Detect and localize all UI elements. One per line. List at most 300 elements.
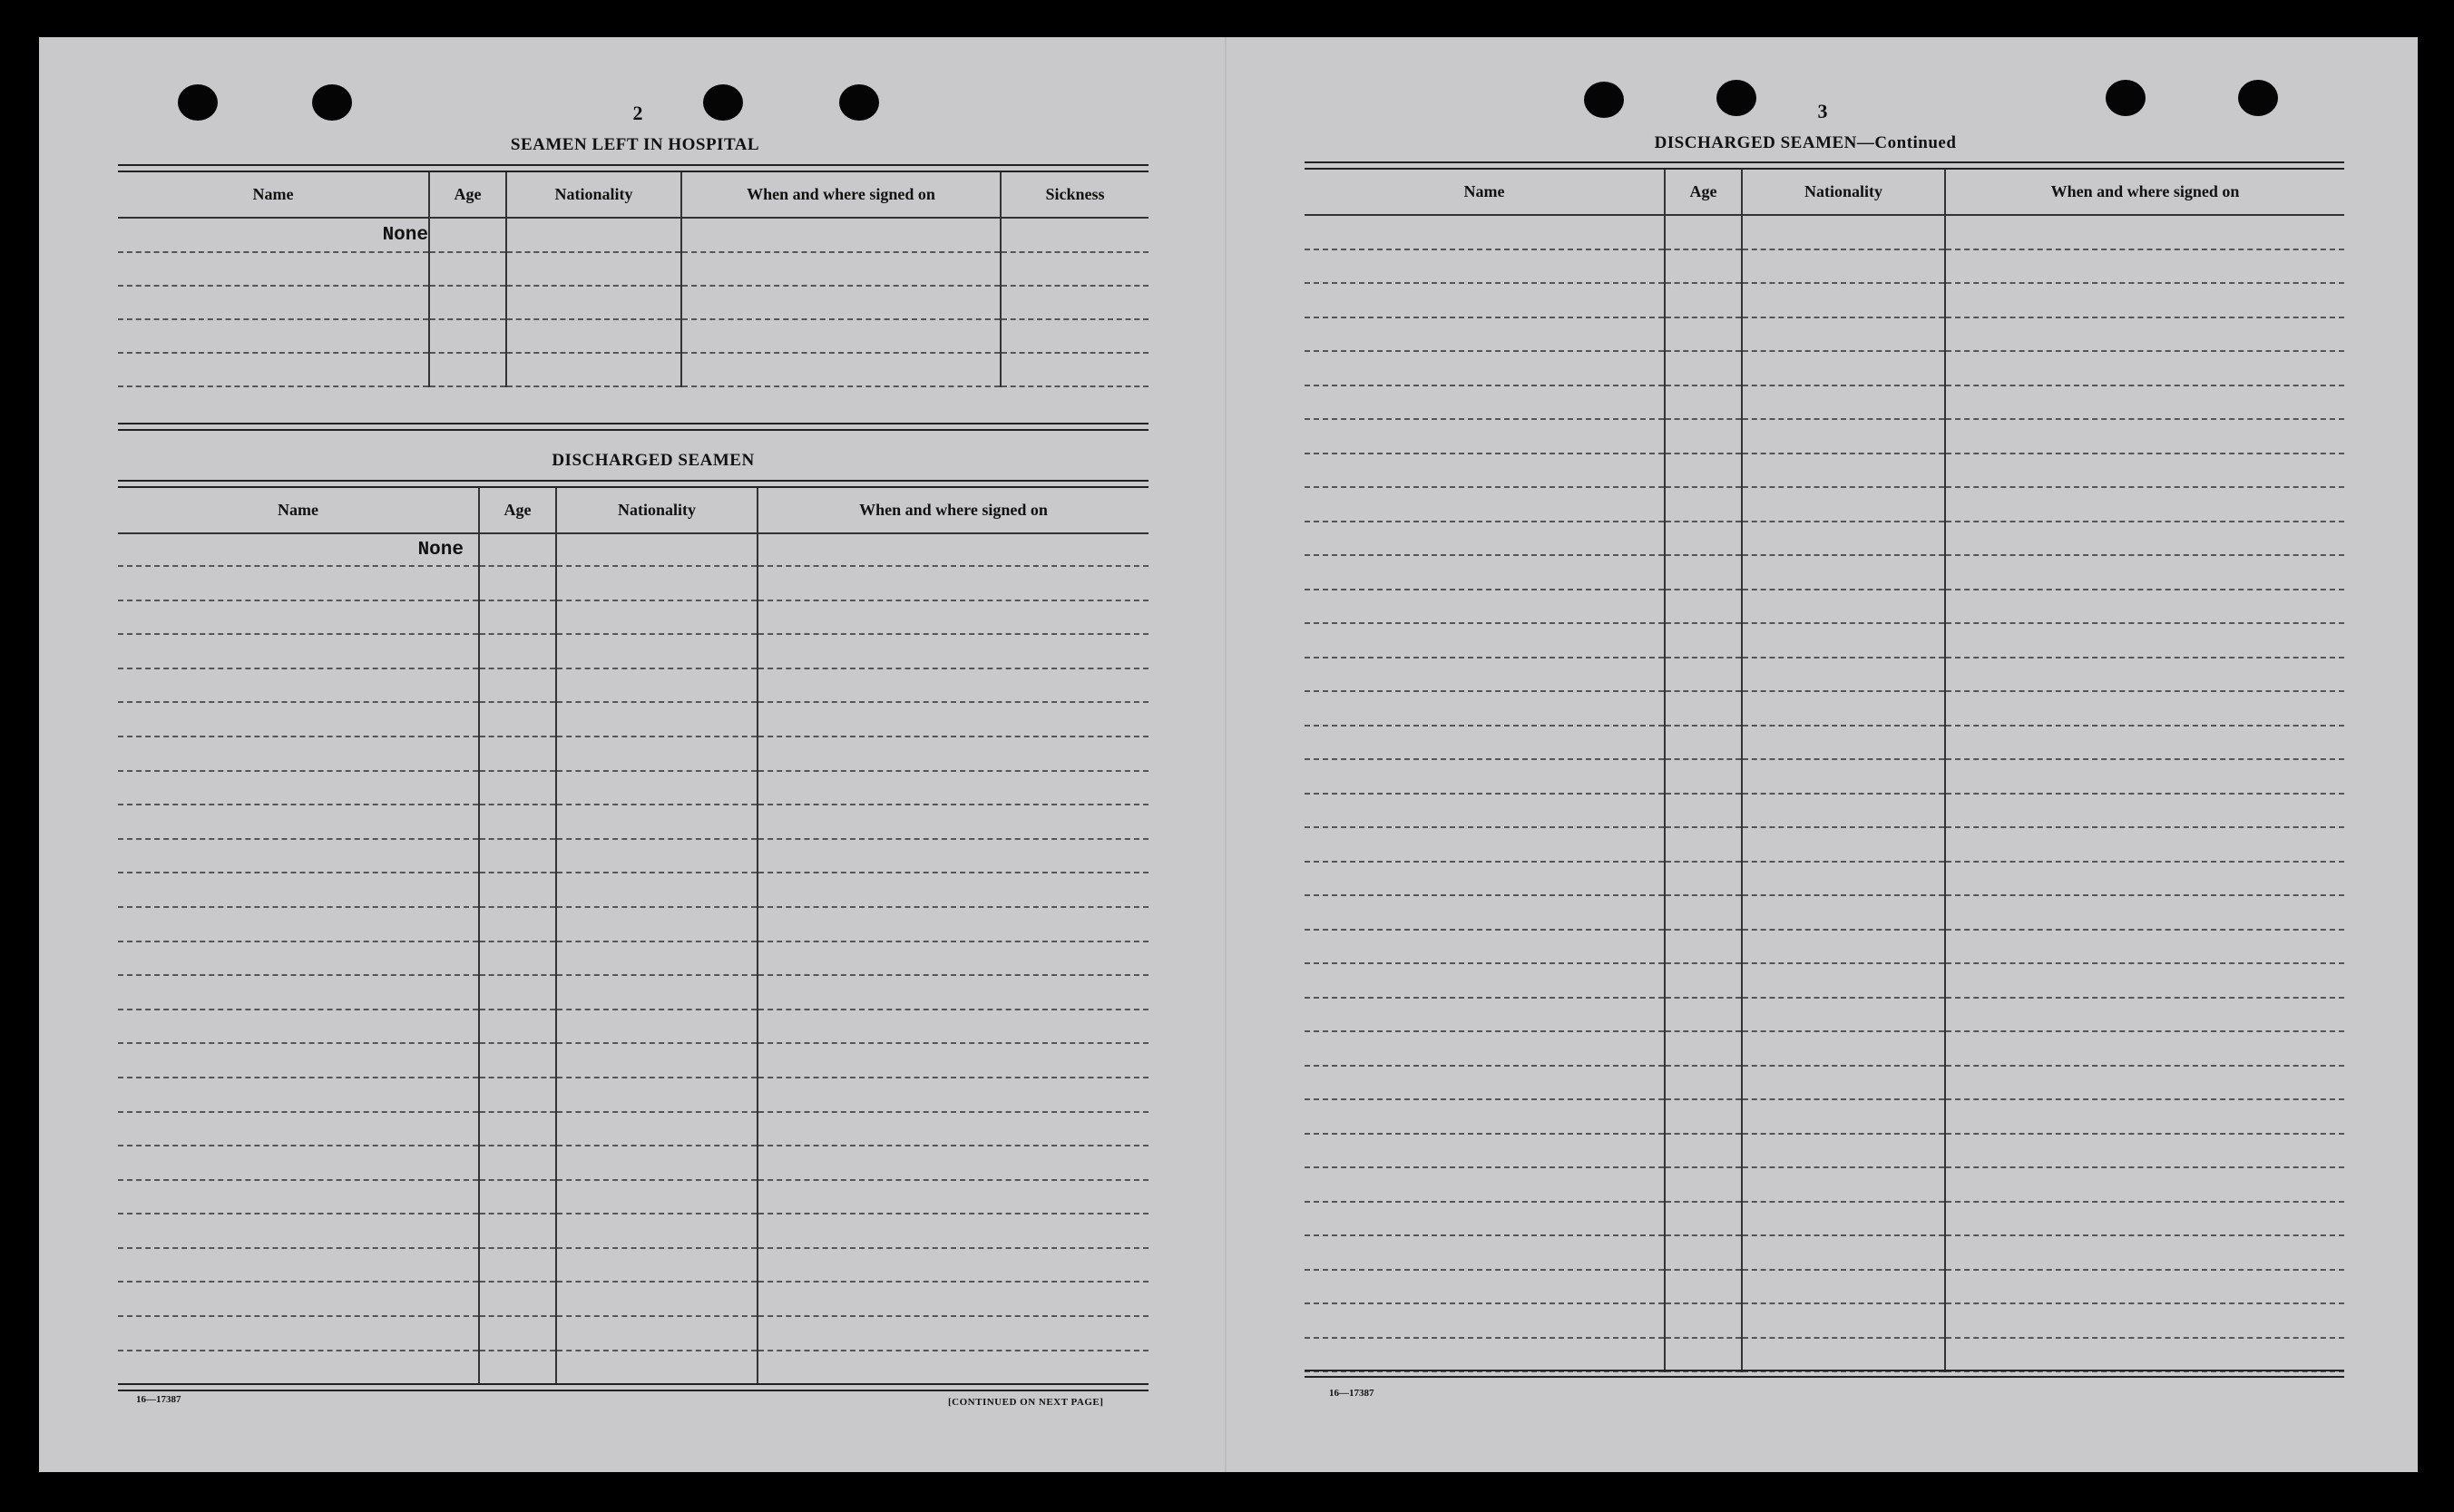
table-cell [1305,691,1665,726]
table-row [118,600,1149,635]
table-cell [1305,1167,1665,1202]
table-cell [1945,419,2344,454]
table-cell [1665,419,1742,454]
table-cell [1742,1235,1945,1270]
table-cell [1742,759,1945,794]
table-cell [1665,590,1742,624]
table-cell [1665,998,1742,1032]
table-cell [758,600,1149,635]
table-cell [1305,963,1665,998]
table-cell [1665,1099,1742,1134]
table-cell [758,566,1149,600]
table-cell [1742,998,1945,1032]
page-number: 2 [632,102,643,124]
table-cell [758,1316,1149,1351]
table-cell [479,736,556,771]
hospital-table [118,172,1149,387]
table-cell [1665,215,1742,249]
table-row [118,873,1149,907]
table-cell [758,805,1149,839]
table-cell [556,1146,758,1180]
table-cell [1945,590,2344,624]
table-cell [1742,794,1945,828]
table-row [1305,283,2344,317]
table-cell [556,1010,758,1044]
table-cell [479,1010,556,1044]
table-cell [1305,317,1665,352]
table-cell [556,1351,758,1385]
table-row [1305,419,2344,454]
punch-hole [1584,82,1624,118]
table-row [118,634,1149,668]
table-cell [1742,487,1945,522]
form-code: 16—17387 [136,1394,181,1405]
table-cell [1742,1134,1945,1168]
table-row [1305,998,2344,1032]
table-cell [758,1043,1149,1078]
table-cell [1665,283,1742,317]
hospital-section-title: SEAMEN LEFT IN HOSPITAL [510,135,760,154]
table-cell [1305,351,1665,385]
table-cell [479,1248,556,1283]
table-cell [556,736,758,771]
table-cell [758,1146,1149,1180]
table-cell [1305,419,1665,454]
page-number: 3 [1817,100,1828,122]
table-cell [1305,1134,1665,1168]
table-cell [758,634,1149,668]
table-cell [1945,351,2344,385]
table-cell [118,1248,479,1283]
table-cell [1665,658,1742,692]
table-cell [1305,1031,1665,1066]
punch-hole [2238,80,2278,116]
table-cell [1305,249,1665,284]
table-cell [1742,862,1945,896]
table-row [1305,1235,2344,1270]
table-cell [1305,759,1665,794]
table-cell [1665,1338,1742,1372]
table-row [1305,1303,2344,1338]
discharged-continued-title [1615,133,1996,153]
discharged-title-rule [118,480,1149,488]
table-cell [1742,623,1945,658]
table-row [118,1316,1149,1351]
table-row [1305,827,2344,862]
table-cell [118,1351,479,1385]
punch-hole [178,84,218,121]
table-row [1305,351,2344,385]
table-row [1305,930,2344,964]
table-cell [1742,283,1945,317]
table-cell [758,941,1149,976]
discharged-section-title: DISCHARGED SEAMEN [552,451,755,470]
table-cell [1665,487,1742,522]
table-cell [118,1214,479,1248]
table-cell [1305,487,1665,522]
table-cell [1742,691,1945,726]
table-cell [556,702,758,736]
table-cell [556,1316,758,1351]
table-cell [1945,998,2344,1032]
table-cell [479,702,556,736]
table-cell [1742,385,1945,420]
table-cell [118,1010,479,1044]
table-cell [758,1010,1149,1044]
table-row [118,975,1149,1010]
column-header-sickness: Sickness [1001,172,1149,218]
punch-hole [312,84,352,121]
table-cell [1945,317,2344,352]
table-cell [1305,930,1665,964]
table-cell [1945,385,2344,420]
table-cell [118,771,479,805]
table-row [1305,487,2344,522]
table-cell [1945,1338,2344,1372]
table-cell [1945,215,2344,249]
table-cell [479,634,556,668]
table-cell [1305,1270,1665,1304]
table-cell [1305,623,1665,658]
table-cell [118,873,479,907]
table-cell [1742,1202,1945,1236]
table-cell [1305,454,1665,488]
discharged-table-right [1305,170,2344,1372]
page-fold [1225,37,1227,1472]
table-cell [1305,385,1665,420]
table-row [1305,1338,2344,1372]
table-cell [758,1282,1149,1316]
table-cell [556,975,758,1010]
table-row [118,805,1149,839]
table-cell [1742,249,1945,284]
table-cell [1742,1031,1945,1066]
table-cell [1305,590,1665,624]
column-header-name: Name [118,488,479,533]
table-cell [1665,895,1742,930]
table-cell [479,1214,556,1248]
table-cell [1945,522,2344,556]
table-row [1305,862,2344,896]
table-cell [118,736,479,771]
table-cell [556,1282,758,1316]
punch-hole [839,84,879,121]
table-cell [1945,1235,2344,1270]
table-cell [1665,1134,1742,1168]
column-header-signed-on: When and where signed on [758,488,1149,533]
table-cell [556,1112,758,1146]
column-header-age: Age [429,172,506,218]
table-cell [1665,1031,1742,1066]
table-cell [1945,1099,2344,1134]
punch-hole [2106,80,2146,116]
table-row [1305,623,2344,658]
column-header-signed-on: When and where signed on [1945,170,2344,215]
continued-note: [CONTINUED ON NEXT PAGE] [948,1397,1104,1408]
table-cell [1742,895,1945,930]
table-cell [1945,555,2344,590]
table-row [1305,963,2344,998]
table-cell [479,1180,556,1214]
table-row [1305,454,2344,488]
table-cell [118,1316,479,1351]
table-cell [1305,522,1665,556]
table-cell [1945,658,2344,692]
table-cell [1742,827,1945,862]
table-row [1305,1270,2344,1304]
table-cell [1945,283,2344,317]
table-row [1305,522,2344,556]
table-row [118,1078,1149,1112]
table-row [118,1248,1149,1283]
table-row [118,771,1149,805]
table-cell [118,1078,479,1112]
column-header-nationality: Nationality [1742,170,1945,215]
column-header-name: Name [1305,170,1665,215]
table-cell [1742,590,1945,624]
table-cell [1305,794,1665,828]
table-cell [758,1180,1149,1214]
table-row [118,566,1149,600]
table-cell [758,1214,1149,1248]
table-cell [1665,385,1742,420]
table-cell [118,668,479,703]
table-cell [479,975,556,1010]
table-row [118,1146,1149,1180]
table-cell [758,975,1149,1010]
table-cell [118,634,479,668]
table-cell [758,1248,1149,1283]
table-cell [758,873,1149,907]
table-cell [1665,930,1742,964]
table-cell [1742,930,1945,964]
discharged-bottom-rule [1305,1370,2344,1378]
table-cell [758,907,1149,941]
table-cell [556,668,758,703]
table-cell [1742,658,1945,692]
title-continued: —Continued [1856,133,1957,152]
table-cell [1665,1167,1742,1202]
table-cell [1305,827,1665,862]
table-cell [1305,555,1665,590]
table-cell [758,1078,1149,1112]
table-cell [118,702,479,736]
table-row [118,702,1149,736]
table-cell [1945,1066,2344,1100]
table-cell [758,702,1149,736]
table-cell [1945,1134,2344,1168]
table-cell [1665,1303,1742,1338]
table-row [1305,1167,2344,1202]
table-row [1305,317,2344,352]
table-row [118,907,1149,941]
table-cell [758,668,1149,703]
table-cell [1665,351,1742,385]
table-cell [1945,759,2344,794]
table-cell [1945,249,2344,284]
table-cell [118,907,479,941]
table-cell [556,1043,758,1078]
table-cell [118,805,479,839]
table-cell [1665,249,1742,284]
table-cell [1742,555,1945,590]
table-row [118,736,1149,771]
table-row [1305,658,2344,692]
hospital-entry-none: None [118,218,429,252]
table-cell [118,1043,479,1078]
table-row [1305,1134,2344,1168]
table-row [118,941,1149,976]
table-row [1305,895,2344,930]
table-cell [1742,963,1945,998]
table-row [118,668,1149,703]
table-cell [1945,623,2344,658]
table-cell [1305,283,1665,317]
table-cell [479,805,556,839]
table-cell [1742,1099,1945,1134]
table-cell [1665,794,1742,828]
table-cell [1665,1270,1742,1304]
table-cell [118,1146,479,1180]
table-row [118,839,1149,873]
table-cell [118,600,479,635]
table-cell [1945,691,2344,726]
title-rule [118,164,1149,172]
table-cell [479,941,556,976]
table-row [118,1180,1149,1214]
discharged-entry-none: None [118,533,479,566]
column-header-age: Age [479,488,556,533]
table-cell [479,839,556,873]
table-cell [1305,1338,1665,1372]
table-row [118,1351,1149,1385]
table-cell [1742,215,1945,249]
table-cell [1945,1167,2344,1202]
table-cell [1305,1303,1665,1338]
table-cell [479,1316,556,1351]
table-cell [1742,1338,1945,1372]
table-cell [1945,794,2344,828]
column-header-nationality: Nationality [556,488,758,533]
table-cell [479,566,556,600]
table-cell [1665,862,1742,896]
form-code: 16—17387 [1329,1388,1374,1399]
table-cell [118,1180,479,1214]
table-row [118,1282,1149,1316]
table-row [118,1043,1149,1078]
table-cell [1945,862,2344,896]
table-cell [1742,522,1945,556]
table-cell [118,566,479,600]
table-cell [556,873,758,907]
discharged-table-left [118,488,1149,1385]
table-cell [1665,623,1742,658]
table-cell [1945,1202,2344,1236]
table-row [1305,726,2344,760]
table-row [1305,249,2344,284]
punch-hole [703,84,743,121]
title-rule [1305,161,2344,170]
table-row [1305,555,2344,590]
table-cell [556,600,758,635]
table-cell [1305,895,1665,930]
table-cell [1665,726,1742,760]
table-cell [118,941,479,976]
table-cell [556,907,758,941]
table-cell [1945,827,2344,862]
table-cell [1305,862,1665,896]
column-header-age: Age [1665,170,1742,215]
table-cell [479,1146,556,1180]
table-cell [479,1112,556,1146]
column-header-signed-on: When and where signed on [681,172,1001,218]
table-row [1305,1099,2344,1134]
table-cell [1305,658,1665,692]
table-cell [1742,726,1945,760]
table-row [1305,590,2344,624]
table-cell [1305,1099,1665,1134]
table-cell [556,634,758,668]
table-cell [1742,1066,1945,1100]
table-cell [118,839,479,873]
table-cell [1742,454,1945,488]
table-cell [758,771,1149,805]
hospital-bottom-rule [118,423,1149,431]
table-cell [556,1214,758,1248]
table-cell [1665,759,1742,794]
table-cell [758,839,1149,873]
table-row [1305,215,2344,249]
table-row [118,1214,1149,1248]
table-cell [1665,1066,1742,1100]
table-cell [556,1078,758,1112]
table-cell [118,1282,479,1316]
table-cell [1945,487,2344,522]
table-cell [1665,827,1742,862]
table-cell [556,805,758,839]
table-row [1305,1066,2344,1100]
table-cell [1945,963,2344,998]
table-cell [118,1112,479,1146]
table-cell [556,566,758,600]
table-cell [1742,1303,1945,1338]
table-cell [556,941,758,976]
table-cell [1742,1270,1945,1304]
table-cell [1742,1167,1945,1202]
table-cell [1665,1202,1742,1236]
table-cell [1945,1270,2344,1304]
table-cell [1742,351,1945,385]
table-cell [1305,998,1665,1032]
table-cell [758,736,1149,771]
table-cell [1945,930,2344,964]
table-row [118,1010,1149,1044]
table-cell [1945,1031,2344,1066]
column-header-name: Name [118,172,429,218]
table-cell [1305,1202,1665,1236]
table-cell [1665,555,1742,590]
table-cell [758,1112,1149,1146]
table-cell [479,1351,556,1385]
table-row [1305,1031,2344,1066]
table-cell [1945,454,2344,488]
table-cell [1665,1235,1742,1270]
table-row [118,1112,1149,1146]
table-cell [556,1248,758,1283]
table-cell [479,1043,556,1078]
table-cell [1742,419,1945,454]
table-cell [479,1078,556,1112]
